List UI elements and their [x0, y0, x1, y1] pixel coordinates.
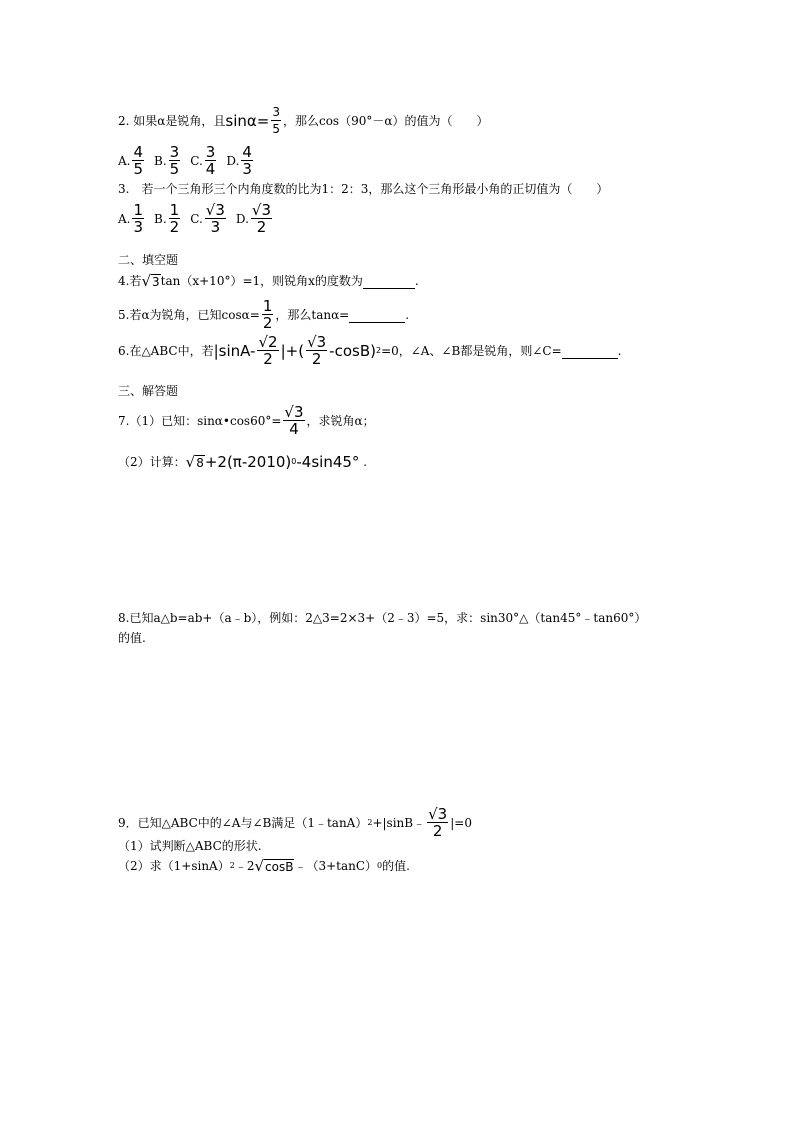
option-c[interactable]: C. $\frac{√3}{3}$ — [190, 201, 225, 236]
question-3-options — [118, 202, 282, 235]
fraction: $\frac{√2}{2}$ — [258, 333, 278, 368]
answer-blank[interactable] — [349, 306, 405, 323]
option-d[interactable]: D. $\frac{4}{3}$ — [226, 143, 252, 178]
section-heading-fill-blank: 二、填空题 — [118, 253, 179, 267]
question-2-options — [118, 144, 263, 177]
question-8-line-2: 的值. — [118, 631, 146, 645]
question-6: 6.在△ABC中，若 |sinA- $\frac{√2}{2}$ |+( $\frac{√3}{2}$ -cosB) 2 =0，∠A、∠B都是锐角，则∠C= . — [118, 333, 622, 368]
fraction: $\frac{√3}{4}$ — [284, 403, 304, 438]
sqrt-expression: √ 8 — [185, 453, 204, 471]
option-d[interactable]: D. $\frac{√3}{2}$ — [235, 201, 272, 236]
option-a[interactable]: A. $\frac{4}{5}$ — [118, 143, 144, 178]
option-c[interactable]: C. $\frac{3}{4}$ — [190, 143, 216, 178]
fraction: $\frac{3}{5}$ — [272, 105, 280, 136]
sqrt-expression: √ 3 — [141, 271, 160, 290]
question-9-part-1: （1）试判断△ABC的形状. — [118, 839, 262, 853]
question-text: ，那么cos（90°－α）的值为（ ） — [282, 113, 489, 128]
question-text: 如果α是锐角，且 — [133, 113, 226, 128]
section-heading-solve: 三、解答题 — [118, 384, 179, 398]
question-3: 3. 若一个三角形三个内角度数的比为1：2：3，那么这个三角形最小角的正切值为（ ） — [118, 182, 609, 196]
option-b[interactable]: B. $\frac{3}{5}$ — [154, 143, 180, 178]
answer-blank[interactable] — [363, 272, 415, 289]
question-2 — [118, 104, 488, 137]
question-7-part-1: 7.（1）已知：sinα•cos60°= $\frac{√3}{4}$ ，求锐角α； — [118, 403, 375, 438]
fraction: $\frac{1}{2}$ — [262, 297, 273, 332]
question-number: 2. — [118, 113, 130, 128]
fraction: $\frac{√3}{2}$ — [307, 333, 327, 368]
option-a[interactable]: A. $\frac{1}{3}$ — [118, 201, 144, 236]
question-8-line-1: 8.已知a△b=ab+（a﹣b），例如：2△3=2×3+（2﹣3）=5，求：sin30°△（tan45°﹣tan60°） — [118, 611, 647, 625]
answer-blank[interactable] — [562, 342, 618, 359]
sqrt-expression: √ cosB — [254, 857, 294, 875]
option-b[interactable]: B. $\frac{1}{2}$ — [154, 201, 180, 236]
fraction: $\frac{√3}{2}$ — [428, 805, 448, 840]
question-5: 5.若α为锐角，已知cosα= $\frac{1}{2}$ ，那么tanα= . — [118, 297, 410, 332]
question-9: 9．已知△ABC中的∠A与∠B满足（1﹣tanA） 2 +|sinB﹣ $\frac{√3}{2}$ |=0 — [118, 805, 472, 840]
question-9-part-2: （2）求（1+sinA） 2 ﹣2 √ cosB ﹣（3+tanC） 0 的值. — [118, 857, 410, 875]
math-expression: sinα= — [225, 111, 270, 130]
question-7-part-2: （2）计算： √ 8 +2(π-2010) 0 -4sin45° . — [118, 453, 368, 471]
question-4: 4.若 √ 3 tan（x+10°）=1，则锐角x的度数为 . — [118, 271, 419, 290]
